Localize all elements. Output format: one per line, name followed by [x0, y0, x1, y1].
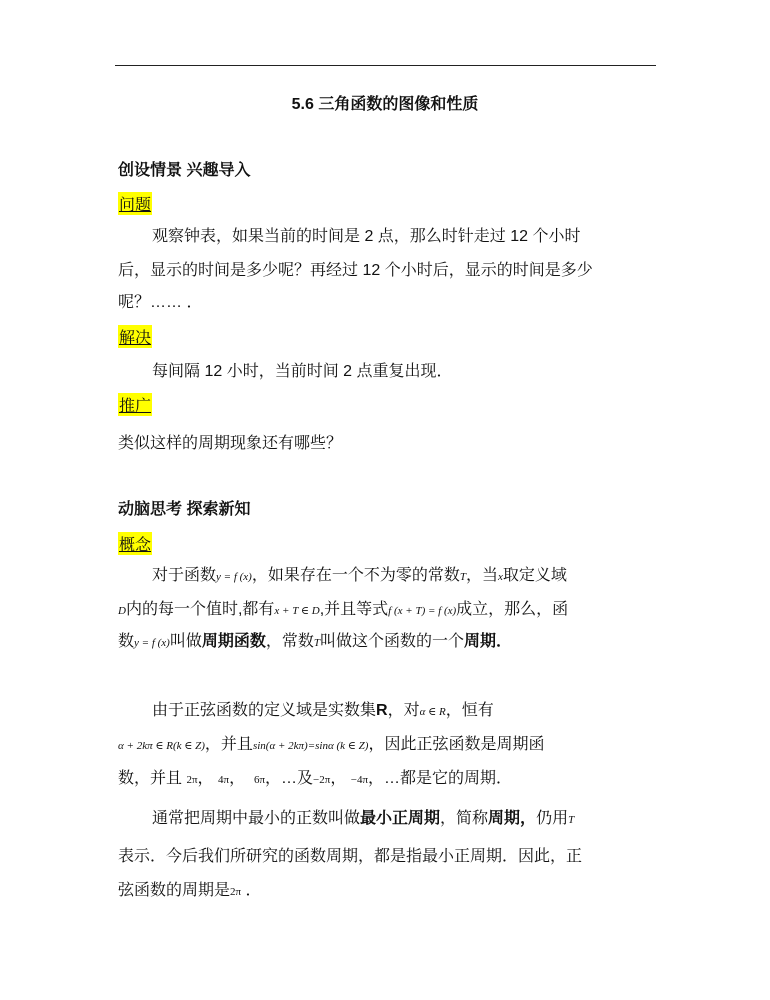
math-sin-identity: sin(α + 2kπ)=sinα (k ∈ Z) [252, 740, 369, 752]
term-periodic-function: 周期函数 [201, 633, 266, 650]
tag-extend: 推广 [118, 393, 152, 416]
tag-problem: 问题 [118, 192, 152, 215]
math-T-2: T [313, 637, 321, 649]
para1-line-1: 由于正弦函数的定义域是实数集R，对α ∈ R，恒有 [152, 702, 494, 719]
extend-line-1: 类似这样的周期现象还有哪些？ [118, 435, 343, 452]
math-neg-4pi: −4π [350, 774, 369, 786]
math-y-eq-fx-2: y = f (x) [134, 637, 170, 649]
para2-line-1: 通常把周期中最小的正数叫做最小正周期，简称周期，仍用T [152, 810, 575, 827]
math-T: T [459, 571, 466, 583]
concept-line-3: 数y = f (x)叫做周期函数，常数T叫做这个函数的一个周期． [118, 633, 513, 650]
para2-line-3: 弦函数的周期是2π ． [118, 882, 262, 899]
problem-line-2: 后，显示的时间是多少呢？再经过 12 个小时后，显示的时间是多少 [118, 262, 593, 279]
math-neg-2pi: −2π [313, 774, 331, 786]
problem-line-1: 观察钟表，如果当前的时间是 2 点，那么时针走过 12 个小时 [152, 228, 581, 245]
concept-line-1: 对于函数y = f (x)，如果存在一个不为零的常数T，当x取定义域 [152, 567, 567, 584]
problem-line-3: 呢？…… ． [118, 294, 203, 311]
section-heading-explore: 动脑思考 探索新知 [118, 501, 251, 518]
math-2pi-period: 2π [230, 886, 242, 898]
math-alpha-in-R: α ∈ R [419, 706, 446, 718]
section-heading-intro: 创设情景 兴趣导入 [118, 162, 251, 179]
para1-line-2: α + 2kπ ∈ R(k ∈ Z)，并且sin(α + 2kπ)=sinα (k ∈ Z)，因此正弦函数是周期函 [118, 736, 545, 753]
tag-concept: 概念 [118, 532, 152, 555]
math-2pi: 2π [186, 774, 198, 786]
math-T-3: T [568, 814, 575, 826]
concept-line-2: D内的每一个值时,都有x + T ∈ D,并且等式f (x + T) = f (x)成立，那么，函 [118, 601, 569, 618]
term-min-positive-period: 最小正周期 [360, 810, 441, 827]
math-x-plus-T-in-D: x + T ∈ D [274, 605, 320, 617]
math-alpha-plus-2kpi: α + 2kπ ∈ R(k ∈ Z) [118, 740, 205, 752]
term-period: 周期． [464, 633, 513, 650]
page-title: 5.6 三角函数的图像和性质 [291, 96, 479, 113]
para1-line-3: 数，并且 2π， 4π， 6π，…及−2π， −4π，…都是它的周期． [118, 770, 513, 787]
tag-solve: 解决 [118, 325, 152, 348]
solve-line-1: 每间隔 12 小时，当前时间 2 点重复出现． [152, 363, 453, 380]
header-rule [115, 65, 656, 66]
term-period-short: 周期， [488, 810, 537, 827]
symbol-R: R [376, 702, 388, 719]
math-x: x [498, 571, 503, 583]
math-6pi: 6π [253, 774, 266, 786]
math-4pi: 4π [218, 774, 230, 786]
math-periodic-equation: f (x + T) = f (x) [388, 605, 457, 617]
math-D: D [118, 605, 126, 617]
para2-line-2: 表示．今后我们所研究的函数周期，都是指最小正周期．因此，正 [118, 848, 583, 865]
math-y-eq-fx: y = f (x) [216, 571, 252, 583]
